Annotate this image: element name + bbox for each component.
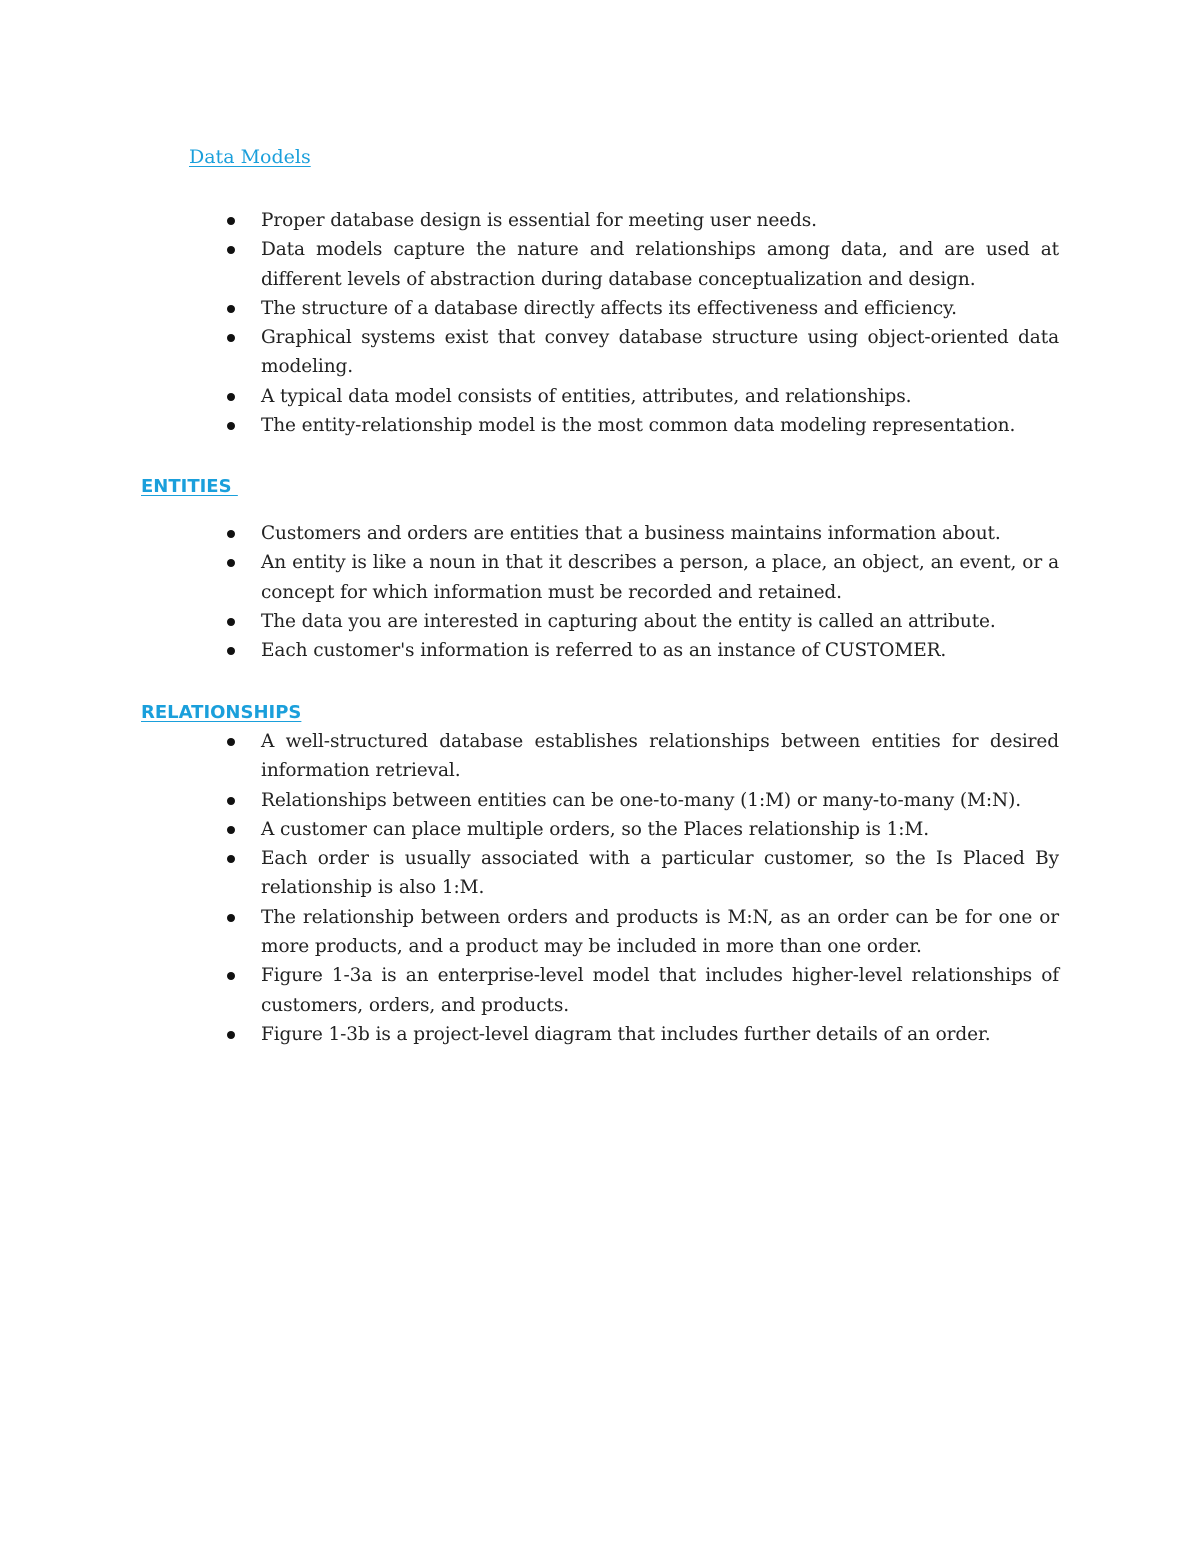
bullet-icon: [227, 422, 235, 430]
list-item: [225, 1020, 1059, 1049]
list-item: [225, 727, 1059, 786]
list-item: [225, 607, 1059, 636]
bullet-icon: [227, 530, 235, 538]
bullet-icon: [227, 305, 235, 313]
list-item: [225, 636, 1059, 665]
list-item-text: Relationships between entities can be one-to-many (1:M) or many-to-many (M:N).: [261, 789, 1021, 811]
bullet-icon: [227, 855, 235, 863]
list-item-text: The structure of a database directly affects its effectiveness and efficiency.: [261, 297, 957, 319]
list-item-text: The data you are interested in capturing about the entity is called an attribute.: [261, 610, 996, 632]
list-item-text: The relationship between orders and products is M:N, as an order can be for one or more products, and a product may be included in more than one order.: [261, 906, 1059, 958]
list-item: [225, 206, 1059, 235]
list-item-text: Proper database design is essential for meeting user needs.: [261, 210, 817, 231]
list-item: [225, 844, 1059, 903]
list-item: [225, 411, 1059, 440]
list-item: [225, 961, 1059, 1020]
bullet-icon: [227, 559, 235, 567]
list-item-text: Each order is usually associated with a particular customer, so the Is Placed By relationship is also 1:M.: [261, 848, 1059, 899]
list-item-text: A customer can place multiple orders, so the Places relationship is 1:M.: [261, 818, 930, 840]
section-title-relationships: RELATIONSHIPS: [141, 702, 302, 723]
list-item: [225, 815, 1059, 844]
list-item-text: Figure 1-3b is a project-level diagram that includes further details of an order.: [261, 1023, 991, 1045]
bullet-icon: [227, 647, 235, 655]
list-item: [225, 235, 1059, 294]
list-item-text: Graphical systems exist that convey database structure using object-oriented data modeling.: [261, 327, 1059, 378]
bullet-list-relationships: [225, 727, 1059, 1049]
bullet-icon: [227, 217, 235, 225]
list-item-text: Each customer's information is referred to as an instance of CUSTOMER.: [261, 640, 947, 662]
bullet-icon: [227, 972, 235, 980]
list-item-text: The entity-relationship model is the most common data modeling representation.: [261, 415, 1016, 437]
section-title-entities: ENTITIES: [141, 476, 238, 497]
list-item: [225, 903, 1059, 962]
list-item-text: Figure 1-3a is an enterprise-level model that includes higher-level relationships of customers, orders, and products.: [261, 965, 1059, 1016]
bullet-icon: [227, 826, 235, 834]
bullet-icon: [227, 797, 235, 805]
list-item: [225, 294, 1059, 323]
bullet-icon: [227, 1031, 235, 1039]
bullet-icon: [227, 914, 235, 922]
bullet-list-entities: [225, 519, 1059, 665]
list-item: [225, 519, 1059, 548]
bullet-list-data-models: [225, 206, 1059, 440]
list-item: [225, 548, 1059, 607]
list-item-text: Data models capture the nature and relationships among data, and are used at different levels of abstraction during database conceptualization and design.: [261, 239, 1059, 290]
bullet-icon: [227, 618, 235, 626]
list-item-text: A well-structured database establishes relationships between entities for desired information retrieval.: [261, 731, 1059, 782]
bullet-icon: [227, 738, 235, 746]
list-item: [225, 323, 1059, 382]
bullet-icon: [227, 246, 235, 254]
bullet-icon: [227, 393, 235, 401]
list-item-text: A typical data model consists of entities, attributes, and relationships.: [261, 385, 912, 407]
section-title-data-models: Data Models: [189, 146, 311, 168]
list-item-text: Customers and orders are entities that a business maintains information about.: [261, 523, 1001, 544]
list-item-text: An entity is like a noun in that it describes a person, a place, an object, an event, or a concept for which information must be recorded and retained.: [261, 552, 1059, 603]
list-item: [225, 382, 1059, 411]
bullet-icon: [227, 334, 235, 342]
list-item: [225, 786, 1059, 815]
